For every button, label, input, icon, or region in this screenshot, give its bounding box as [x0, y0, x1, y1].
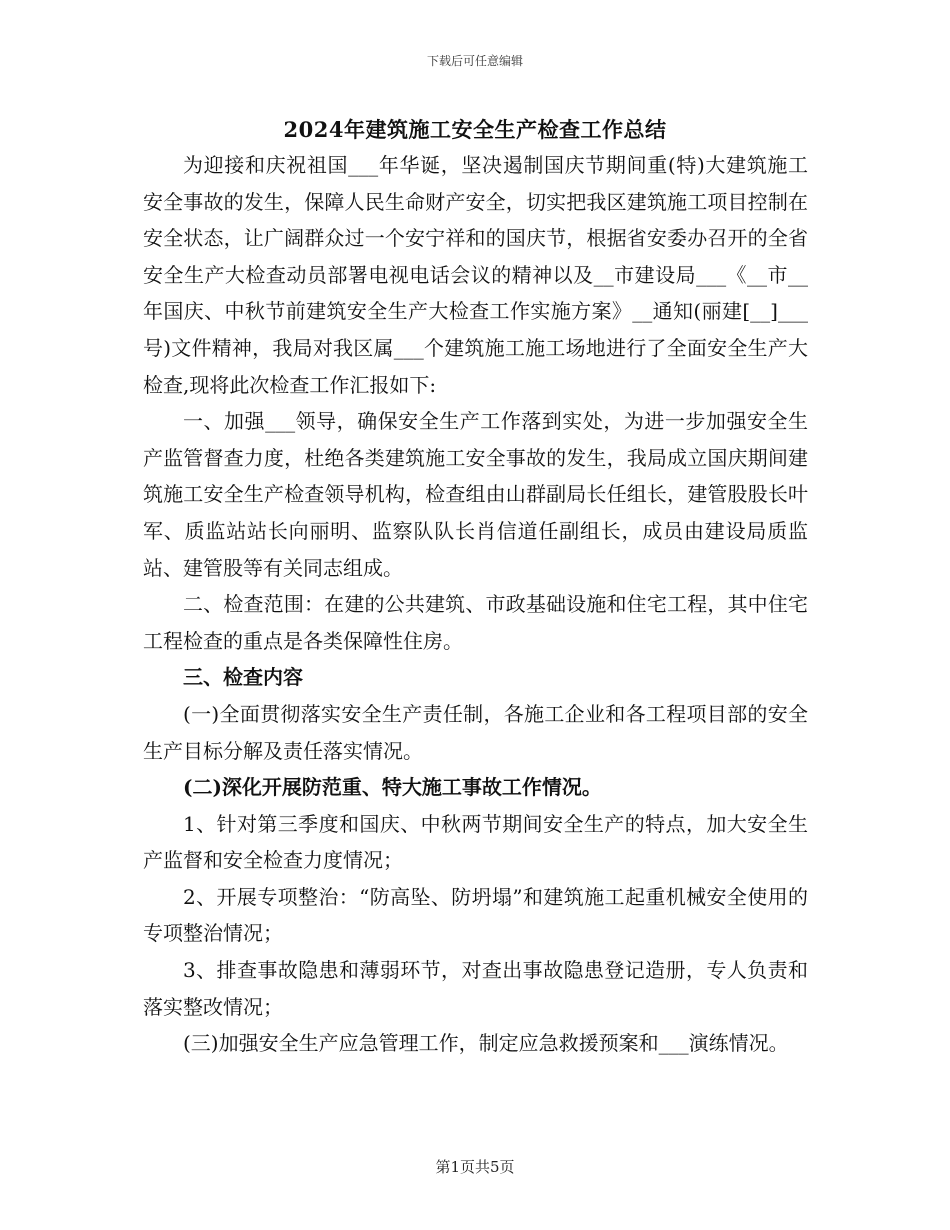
intro-paragraph: 为迎接和庆祝祖国___年华诞，坚决遏制国庆节期间重(特)大建筑施工安全事故的发生，保障人民生命财产安全，切实把我区建筑施工项目控制在安全状态，让广阔群众过一个安宁祥和的国庆节，根据省安委办召开的全省安全生产大检查动员部署电视电话会议的精神以及__市建设局___《__市__年国庆、中秋节前建筑安全生产大检查工作实施方案》__通知(丽建[__]___号)文件精神，我局对我区属___个建筑施工施工场地进行了全面安全生产大检查,现将此次检查工作汇报如下:	[143, 153, 808, 397]
section-2-paragraph: 二、检查范围：在建的公共建筑、市政基础设施和住宅工程，其中住宅工程检查的重点是各类保障性住房。	[143, 592, 808, 653]
item-1-paragraph: (一)全面贯彻落实安全生产责任制，各施工企业和各工程项目部的安全生产目标分解及责任落实情况。	[143, 701, 808, 763]
section-1-paragraph: 一、加强___领导，确保安全生产工作落到实处，为进一步加强安全生产监管督查力度，杜绝各类建筑施工安全事故的发生，我局成立国庆期间建筑施工安全生产检查领导机构，检查组由山群副局长任组长，建管股股长叶军、质监站站长向丽明、监察队队长肖信道任副组长，成员由建设局质监站、建管股等有关同志组成。	[143, 409, 808, 580]
page-indicator: 第1页共5页	[435, 1158, 515, 1176]
header-note: 下载后可任意编辑	[426, 54, 523, 68]
item-2-heading: (二)深化开展防范重、特大施工事故工作情况。	[183, 775, 602, 800]
section-3-heading: 三、检查内容	[183, 665, 303, 690]
document-body	[143, 147, 808, 1062]
item-3-paragraph: (三)加强安全生产应急管理工作，制定应急救援预案和___演练情况。	[183, 1031, 789, 1056]
document-title: 2024年建筑施工安全生产检查工作总结	[283, 117, 667, 142]
subitem-3-paragraph: 3、排查事故隐患和薄弱环节，对查出事故隐患登记造册，专人负责和落实整改情况；	[143, 958, 808, 1019]
subitem-2-paragraph: 2、开展专项整治：“防高坠、防坍塌”和建筑施工起重机械安全使用的专项整治情况；	[143, 884, 808, 946]
subitem-1-paragraph: 1、针对第三季度和国庆、中秋两节期间安全生产的特点，加大安全生产监督和安全检查力度情况；	[143, 811, 808, 873]
